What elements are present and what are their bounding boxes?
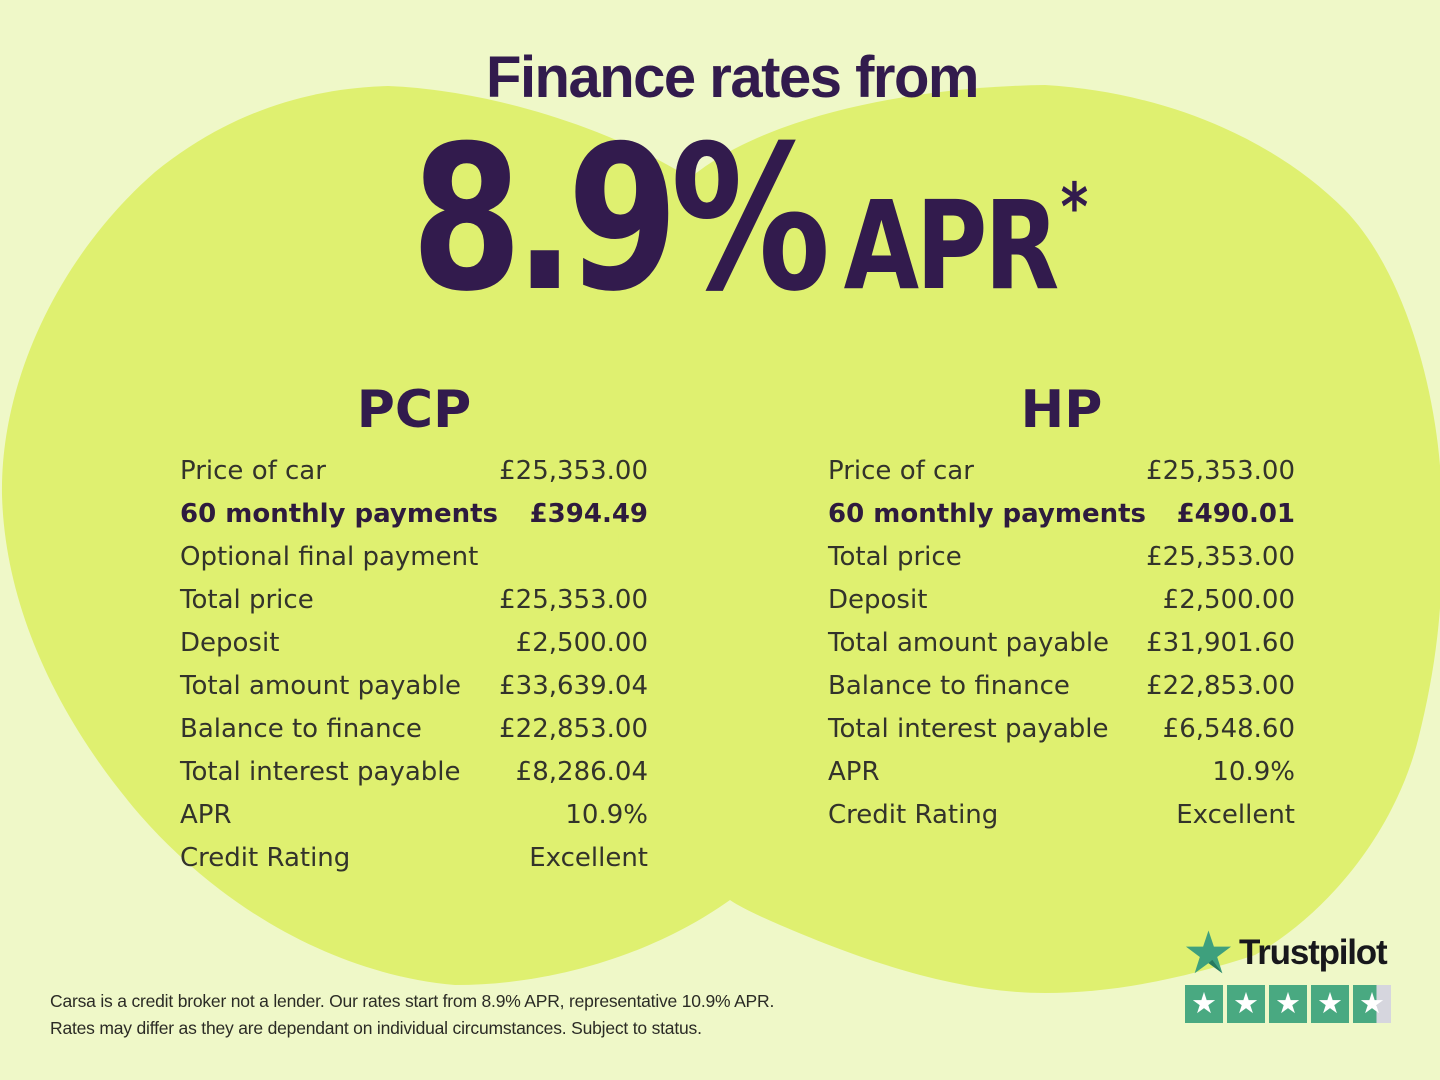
row-label: APR [828, 757, 880, 787]
headline-eyebrow: Finance rates from [486, 45, 978, 110]
row-label: Credit Rating [828, 800, 999, 830]
row-label: Balance to finance [180, 714, 422, 744]
hero-rate-suffix [843, 169, 1085, 317]
table-row [180, 837, 648, 880]
star-box-icon [1185, 985, 1223, 1023]
pcp-table-rows [180, 450, 648, 880]
row-value: £31,901.60 [1146, 628, 1295, 658]
table-row [180, 622, 648, 665]
hp-table-title: HP [1020, 380, 1103, 440]
row-value: £33,639.04 [499, 671, 648, 701]
table-row [180, 450, 648, 493]
table-row [180, 536, 648, 579]
row-label: Total price [180, 585, 314, 615]
row-value: £2,500.00 [1162, 585, 1295, 615]
table-row [828, 450, 1295, 493]
row-label: APR [180, 800, 232, 830]
trustpilot-wordmark: Trustpilot [1239, 933, 1387, 972]
trustpilot-star-icon [1185, 930, 1232, 976]
pcp-table [180, 380, 648, 880]
hero-rate-number: 8.9% [411, 103, 823, 336]
row-value: £2,500.00 [515, 628, 648, 658]
row-label: 60 monthly payments [828, 499, 1146, 529]
row-label: Total amount payable [828, 628, 1110, 658]
row-label: Price of car [828, 456, 974, 486]
row-value: Excellent [529, 843, 648, 873]
row-value: £490.01 [1176, 499, 1295, 529]
row-label: Price of car [180, 456, 326, 486]
row-label: Optional final payment [180, 542, 479, 572]
table-row [828, 751, 1295, 794]
table-row [180, 493, 648, 536]
table-row [180, 751, 648, 794]
row-label: Total price [828, 542, 962, 572]
row-label: 60 monthly payments [180, 499, 498, 529]
row-label: Balance to finance [828, 671, 1070, 701]
row-value: £22,853.00 [499, 714, 648, 744]
trustpilot-widget [1185, 930, 1391, 1023]
star-box-icon [1311, 985, 1349, 1023]
row-value: £8,286.04 [515, 757, 648, 787]
hp-table-rows [828, 450, 1295, 837]
row-label: Total interest payable [828, 714, 1109, 744]
row-value: £25,353.00 [1146, 542, 1295, 572]
trustpilot-star-rating [1185, 985, 1391, 1023]
table-row [828, 493, 1295, 536]
star-box-half-icon [1353, 985, 1391, 1023]
row-value: 10.9% [1212, 757, 1295, 787]
row-value: £25,353.00 [499, 456, 648, 486]
table-row [828, 708, 1295, 751]
hero-asterisk: * [1060, 169, 1085, 246]
table-row [828, 536, 1295, 579]
table-row [180, 708, 648, 751]
row-value: £22,853.00 [1146, 671, 1295, 701]
row-value: 10.9% [565, 800, 648, 830]
disclaimer-line-2: Rates may differ as they are dependant on individual circumstances. Subject to status. [50, 1018, 702, 1038]
star-box-icon [1269, 985, 1307, 1023]
trustpilot-logo [1185, 930, 1391, 976]
star-glyph-icon: ★ [1233, 985, 1259, 1020]
star-box-icon [1227, 985, 1265, 1023]
row-value: £394.49 [529, 499, 648, 529]
disclaimer [50, 988, 774, 1042]
row-label: Credit Rating [180, 843, 351, 873]
star-glyph-icon: ★ [1317, 985, 1343, 1020]
row-label: Deposit [180, 628, 280, 658]
row-value: £6,548.60 [1162, 714, 1295, 744]
disclaimer-line-1: Carsa is a credit broker not a lender. Our rates start from 8.9% APR, representative 10.9% APR. [50, 991, 775, 1011]
pcp-table-title: PCP [356, 380, 472, 440]
row-value: £25,353.00 [1146, 456, 1295, 486]
row-value: £25,353.00 [499, 585, 648, 615]
hero-rate [158, 103, 1310, 336]
table-row [828, 622, 1295, 665]
table-row [180, 579, 648, 622]
table-row [828, 579, 1295, 622]
row-value: Excellent [1176, 800, 1295, 830]
table-row [828, 665, 1295, 708]
star-glyph-icon: ★ [1191, 985, 1217, 1020]
star-glyph-icon: ★ [1359, 985, 1385, 1020]
table-row [180, 794, 648, 837]
hp-table [828, 380, 1295, 837]
hero-apr-text: APR [843, 175, 1057, 317]
row-label: Total amount payable [180, 671, 462, 701]
table-row [828, 794, 1295, 837]
star-glyph-icon: ★ [1275, 985, 1301, 1020]
row-label: Deposit [828, 585, 928, 615]
table-row [180, 665, 648, 708]
row-label: Total interest payable [180, 757, 461, 787]
